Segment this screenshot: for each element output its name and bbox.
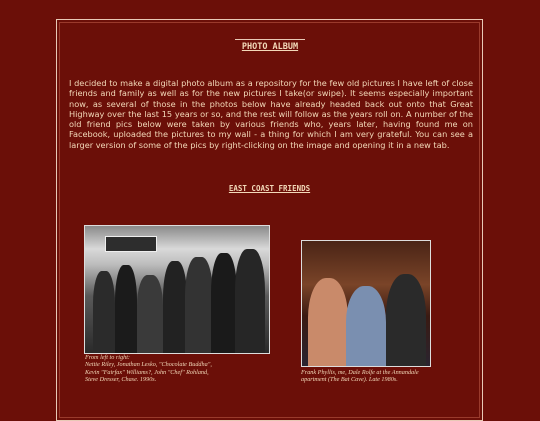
photo-bat-cave-apartment[interactable] xyxy=(301,240,431,367)
photo-figure xyxy=(115,265,137,353)
photo-sign xyxy=(105,236,157,252)
photo-figure xyxy=(386,274,426,366)
photo-caption-2 xyxy=(301,369,441,384)
caption-line: Steve Dresser, Chase. 1990s. xyxy=(85,376,157,384)
photo-figure xyxy=(93,271,115,353)
caption-line: From left to right: xyxy=(85,354,130,361)
caption-line: apartment (The Bat Cave). Late 1980s. xyxy=(301,376,398,384)
photo-figure xyxy=(308,278,348,366)
photo-figure xyxy=(137,275,163,353)
photo-figure xyxy=(235,249,265,353)
caption-line: Frank Phyllis, me, Dale Rolfe at the Annandale xyxy=(301,369,419,376)
photo-figure xyxy=(211,253,237,353)
photo-figure xyxy=(163,261,187,353)
photo-caption-1 xyxy=(85,354,265,384)
photo-east-coast-friends-group[interactable] xyxy=(84,225,270,354)
intro-paragraph: I decided to make a digital photo album as a repository for the few old pictures I have left of close friends and family as well as for the new pictures I take(or swipe). It seems especially important now, as several of those in the photos below have already headed back out onto that Great Highway over the last 15 years or so, and the rest will follow as the years roll on. A number of the old friend pics below were taken by various friends who, years later, having found me on Facebook, uploaded the pictures to my wall - a thing for which I am very grateful. You can see a larger version of some of the pics by right-clicking on the image and opening it in a new tab. xyxy=(69,78,473,150)
photo-figure xyxy=(185,257,213,353)
photo-figure xyxy=(346,286,386,366)
page-title: PHOTO ALBUM xyxy=(235,39,305,52)
caption-line: Kevin "Fairfax" Williams?, John "Chef" Rohland, xyxy=(85,368,209,376)
section-title-east-coast: EAST COAST FRIENDS xyxy=(228,184,311,193)
caption-line: Nettie Riley, Jonathan Lesko, "Chocolate Buddha", xyxy=(85,361,212,369)
album-frame xyxy=(56,19,483,421)
